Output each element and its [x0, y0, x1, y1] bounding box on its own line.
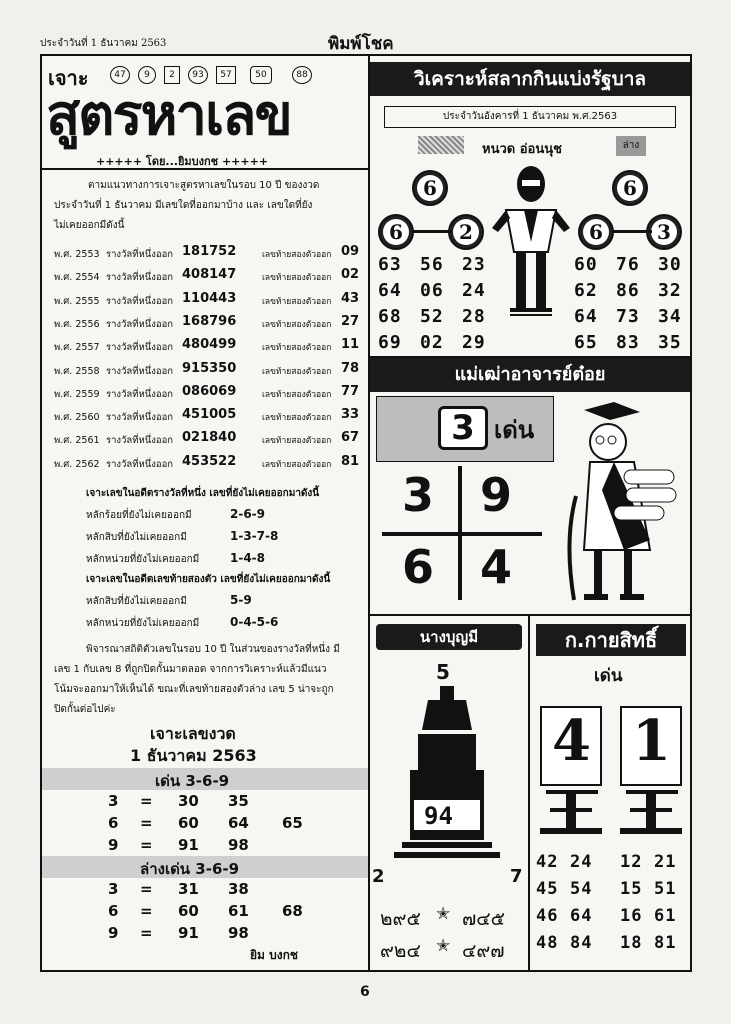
title-rule: [42, 168, 368, 170]
pick-eq: =: [140, 880, 153, 898]
byline: +++++ โดย...ยิมบงกช +++++: [96, 155, 269, 168]
row-year: พ.ศ. 2558: [54, 365, 100, 377]
missing-value: 0-4-5-6: [230, 615, 279, 629]
grid-number: 62: [574, 280, 598, 301]
row-first-prize: 451005: [182, 407, 237, 423]
row-first-prize: 408147: [182, 267, 237, 283]
row-first-prize: 480499: [182, 337, 237, 353]
grid-number: 54: [570, 879, 593, 899]
pick-eq: =: [140, 814, 153, 832]
grid-number: 60: [574, 254, 598, 275]
missing-value: 1-4-8: [230, 551, 266, 565]
row-label: รางวัลที่หนึ่งออก: [106, 249, 174, 260]
grid-number: 30: [658, 254, 682, 275]
row-label2: เลขท้ายสองตัวออก: [262, 413, 332, 424]
intro-text: ประจำวันที่ 1 ธันวาคม มีเลขใดที่ออกมาบ้าง และ เลขใดที่ยัง: [54, 200, 313, 211]
pick-d: 9: [108, 836, 119, 854]
thai-number: ๒๙๕: [380, 908, 421, 930]
row-label: รางวัลที่หนึ่งออก: [106, 295, 174, 307]
page-number: 6: [360, 984, 370, 1000]
missing-value: 5-9: [230, 593, 252, 607]
badge: 57: [216, 66, 236, 84]
pick-a: 30: [178, 792, 199, 810]
row-year: พ.ศ. 2557: [54, 342, 100, 354]
stand-base: [620, 828, 682, 834]
kaisit-title: ก.กายสิทธิ์: [536, 624, 686, 656]
pick-a: 91: [178, 836, 199, 854]
badge: 88: [292, 66, 312, 84]
pick-a: 60: [178, 902, 199, 920]
pick-b: 38: [228, 880, 249, 898]
row-two-digit: 27: [341, 313, 360, 329]
row-label: รางวัลที่หนึ่งออก: [106, 318, 174, 330]
stand-number: 4: [552, 708, 591, 774]
pick-b: 98: [228, 924, 249, 942]
tag-label: ล่าง: [616, 136, 646, 156]
row-first-prize: 915350: [182, 360, 237, 376]
row-two-digit: 81: [341, 453, 360, 469]
number-circle: 2: [448, 214, 484, 250]
missing-label: หลักร้อยที่ยังไม่เคยออกมี: [86, 510, 192, 521]
row-year: พ.ศ. 2562: [54, 458, 100, 470]
cross-number: 4: [480, 540, 513, 594]
thai-number: ๙๒๔: [380, 940, 421, 962]
missing-value: 2-6-9: [230, 507, 266, 521]
thai-number: ๔๙๗: [462, 940, 505, 962]
row-label: รางวัลที่หนึ่งออก: [106, 435, 174, 447]
badge-label: เด่น: [494, 416, 535, 444]
pick-eq: =: [140, 902, 153, 920]
grid-number: 24: [570, 852, 593, 872]
row-first-prize: 168796: [182, 313, 237, 329]
table-row: [54, 267, 359, 287]
bottom-label: ล่างเด่น 3-6-9: [140, 860, 240, 878]
number-circle: 6: [578, 214, 614, 250]
cross-number: 9: [480, 468, 513, 522]
analysis-text: พิจารณาสถิติตัวเลขในรอบ 10 ปี ในส่วนของรางวัลที่หนึ่ง มี: [86, 644, 340, 655]
category-label: หนวด อ่อนนุช: [482, 142, 562, 157]
table-row: [54, 314, 359, 334]
grid-number: 84: [570, 933, 593, 953]
thai-number: ๗๔๕: [462, 908, 506, 930]
grid-number: 69: [378, 332, 402, 353]
signature: ยิม บงกช: [250, 948, 299, 962]
row-year: พ.ศ. 2556: [54, 318, 100, 330]
row-label: รางวัลที่หนึ่งออก: [106, 272, 174, 284]
row-two-digit: 02: [341, 267, 360, 283]
grid-number: 86: [616, 280, 640, 301]
grid-number: 65: [574, 332, 598, 353]
grid-number: 16: [620, 906, 643, 926]
header-date: ประจำวันที่ 1 ธันวาคม 2563: [40, 38, 167, 49]
row-year: พ.ศ. 2559: [54, 388, 100, 400]
draw-date: 1 ธันวาคม 2563: [130, 746, 257, 765]
grid-number: 64: [378, 280, 402, 301]
grid-number: 64: [570, 906, 593, 926]
star-icon: ✭: [436, 936, 451, 956]
grid-number: 35: [658, 332, 682, 353]
missing-label: หลักหน่วยที่ยังไม่เคยออกมี: [86, 554, 200, 565]
row-first-prize: 021840: [182, 430, 237, 446]
analysis-title: วิเคราะห์สลากกินแบ่งรัฐบาล: [370, 62, 690, 96]
grid-number: 83: [616, 332, 640, 353]
stand-base: [550, 808, 592, 812]
row-label2: เลขท้ายสองตัวออก: [262, 343, 332, 354]
row-year: พ.ศ. 2554: [54, 272, 100, 284]
pick-b: 98: [228, 836, 249, 854]
stand-number: 1: [632, 708, 671, 774]
bottom-divider: [528, 616, 530, 970]
circle-connector: [612, 230, 652, 233]
table-row: [54, 454, 359, 474]
grid-number: 29: [462, 332, 486, 353]
row-label: รางวัลที่หนึ่งออก: [106, 388, 174, 400]
pick-a: 91: [178, 924, 199, 942]
table-row: [54, 291, 359, 311]
row-label2: เลขท้ายสองตัวออก: [262, 389, 332, 400]
row-label2: เลขท้ายสองตัวออก: [262, 296, 332, 307]
grid-number: 02: [420, 332, 444, 353]
pick-d: 3: [108, 880, 119, 898]
grid-number: 76: [616, 254, 640, 275]
grid-number: 15: [620, 879, 643, 899]
hatch-box: [418, 136, 464, 154]
grid-number: 64: [574, 306, 598, 327]
row-label: รางวัลที่หนึ่งออก: [106, 458, 174, 470]
table-row: [54, 407, 359, 427]
draw-title: เจาะเลขงวด: [150, 724, 236, 743]
figure-illustration: [486, 162, 576, 322]
badge: 9: [138, 66, 156, 84]
analysis-text: เลข 1 กับเลข 8 ที่ถูกปิดกั้นมาตลอด จากการวิเคราะห์แล้วมีแนว: [54, 664, 327, 675]
row-first-prize: 086069: [182, 383, 237, 399]
right-number: 7: [510, 866, 523, 887]
row-label: รางวัลที่หนึ่งออก: [106, 365, 174, 377]
grid-number: 73: [616, 306, 640, 327]
intro-text: ไม่เคยออกมีดังนี้: [54, 220, 125, 231]
cross-number: 3: [402, 468, 435, 522]
pick-d: 9: [108, 924, 119, 942]
pagoda-illustration: [384, 686, 510, 862]
analysis-text: ปิดกั้นต่อไปค่ะ: [54, 704, 116, 715]
grid-number: 68: [378, 306, 402, 327]
grid-number: 23: [462, 254, 486, 275]
pick-a: 60: [178, 814, 199, 832]
stand-base: [540, 828, 602, 834]
row-label2: เลขท้ายสองตัวออก: [262, 250, 332, 260]
column-divider: [368, 56, 370, 970]
title-big: สูตรหาเลข: [46, 83, 291, 148]
row-label: รางวัลที่หนึ่งออก: [106, 342, 174, 354]
top-number: 5: [436, 660, 450, 684]
grid-number: 51: [654, 879, 677, 899]
analysis-date: ประจำวันอังคารที่ 1 ธันวาคม พ.ศ.2563: [384, 106, 676, 128]
row-label2: เลขท้ายสองตัวออก: [262, 366, 332, 377]
row-label: รางวัลที่หนึ่งออก: [106, 412, 174, 424]
grid-number: 32: [658, 280, 682, 301]
grid-number: 63: [378, 254, 402, 275]
star-icon: ✭: [436, 904, 451, 924]
cross-horizontal: [382, 532, 542, 536]
stand-base: [630, 808, 672, 812]
missing-label: หลักสิบที่ยังไม่เคยออกมี: [86, 596, 187, 607]
table-row: [54, 361, 359, 381]
section-rule: [370, 614, 690, 616]
two-digit-heading: เจาะเลขในอดีตเลขท้ายสองตัว เลขที่ยังไม่เคยออกมาดังนี้: [86, 574, 331, 585]
badge: 2: [164, 66, 180, 84]
row-two-digit: 78: [341, 360, 360, 376]
grid-number: 28: [462, 306, 486, 327]
pick-b: 35: [228, 792, 249, 810]
grid-number: 52: [420, 306, 444, 327]
circle-connector: [412, 230, 452, 233]
pick-a: 31: [178, 880, 199, 898]
row-two-digit: 67: [341, 430, 360, 446]
grid-number: 56: [420, 254, 444, 275]
pick-c: 68: [282, 902, 303, 920]
grid-number: 12: [620, 852, 643, 872]
pick-eq: =: [140, 792, 153, 810]
row-first-prize: 110443: [182, 290, 237, 306]
badge: 93: [188, 66, 208, 84]
row-label2: เลขท้ายสองตัวออก: [262, 436, 332, 447]
cross-number: 6: [402, 540, 435, 594]
row-two-digit: 33: [341, 407, 360, 423]
analysis-text: โน้มจะออกมาให้เห็นได้ ขณะที่เลขท้ายสองตัวล่าง เลข 5 น่าจะถูก: [54, 684, 334, 695]
grid-number: 61: [654, 906, 677, 926]
number-circle: 6: [412, 170, 448, 206]
publication-name: พิมพ์โชค: [328, 34, 394, 54]
grid-number: 34: [658, 306, 682, 327]
missing-label: หลักสิบที่ยังไม่เคยออกมี: [86, 532, 187, 543]
row-first-prize: 181752: [182, 244, 237, 259]
row-label2: เลขท้ายสองตัวออก: [262, 459, 332, 470]
old-woman-illustration: [554, 400, 690, 610]
grid-number: 42: [536, 852, 559, 872]
grid-number: 18: [620, 933, 643, 953]
badge: 50: [250, 66, 272, 84]
pick-eq: =: [140, 836, 153, 854]
badge-number: 3: [438, 406, 488, 450]
intro-text: ตามแนวทางการเจาะสูตรหาเลขในรอบ 10 ปี ของงวด: [88, 180, 320, 191]
table-row: [54, 430, 359, 450]
pick-d: 6: [108, 902, 119, 920]
row-two-digit: 43: [341, 290, 360, 306]
pick-d: 3: [108, 792, 119, 810]
row-two-digit: 11: [341, 337, 360, 353]
grid-number: 21: [654, 852, 677, 872]
row-label2: เลขท้ายสองตัวออก: [262, 273, 332, 284]
pick-b: 61: [228, 902, 249, 920]
nangboonmee-title: นางบุญมี: [376, 624, 522, 650]
mid-title: แม่เฒ่าอาจารย์ต๋อย: [370, 358, 690, 392]
pick-b: 64: [228, 814, 249, 832]
grid-number: 24: [462, 280, 486, 301]
title-small: เจาะ: [48, 66, 89, 90]
row-label2: เลขท้ายสองตัวออก: [262, 319, 332, 330]
row-two-digit: 77: [341, 383, 360, 399]
grid-number: 06: [420, 280, 444, 301]
badge: 47: [110, 66, 130, 84]
missing-value: 1-3-7-8: [230, 529, 279, 543]
number-circle: 6: [378, 214, 414, 250]
table-row: [54, 384, 359, 404]
first-prize-heading: เจาะเลขในอดีตรางวัลที่หนึ่ง เลขที่ยังไม่เคยออกมาดังนี้: [86, 488, 320, 499]
grid-number: 45: [536, 879, 559, 899]
row-year: พ.ศ. 2561: [54, 435, 100, 447]
missing-label: หลักหน่วยที่ยังไม่เคยออกมี: [86, 618, 200, 629]
row-year: พ.ศ. 2553: [54, 249, 100, 260]
number-circle: 6: [612, 170, 648, 206]
grid-number: 81: [654, 933, 677, 953]
left-number: 2: [372, 866, 385, 887]
row-year: พ.ศ. 2555: [54, 295, 100, 307]
row-two-digit: 09: [341, 244, 360, 259]
table-row: [54, 337, 359, 357]
table-row: [54, 244, 359, 264]
row-first-prize: 453522: [182, 453, 237, 469]
kaisit-label: เด่น: [594, 666, 623, 686]
top-label: เด่น 3-6-9: [155, 772, 230, 790]
pick-d: 6: [108, 814, 119, 832]
center-number: 94: [424, 802, 453, 830]
number-circle: 3: [646, 214, 682, 250]
grid-number: 46: [536, 906, 559, 926]
pick-eq: =: [140, 924, 153, 942]
row-year: พ.ศ. 2560: [54, 412, 100, 424]
pick-c: 65: [282, 814, 303, 832]
grid-number: 48: [536, 933, 559, 953]
